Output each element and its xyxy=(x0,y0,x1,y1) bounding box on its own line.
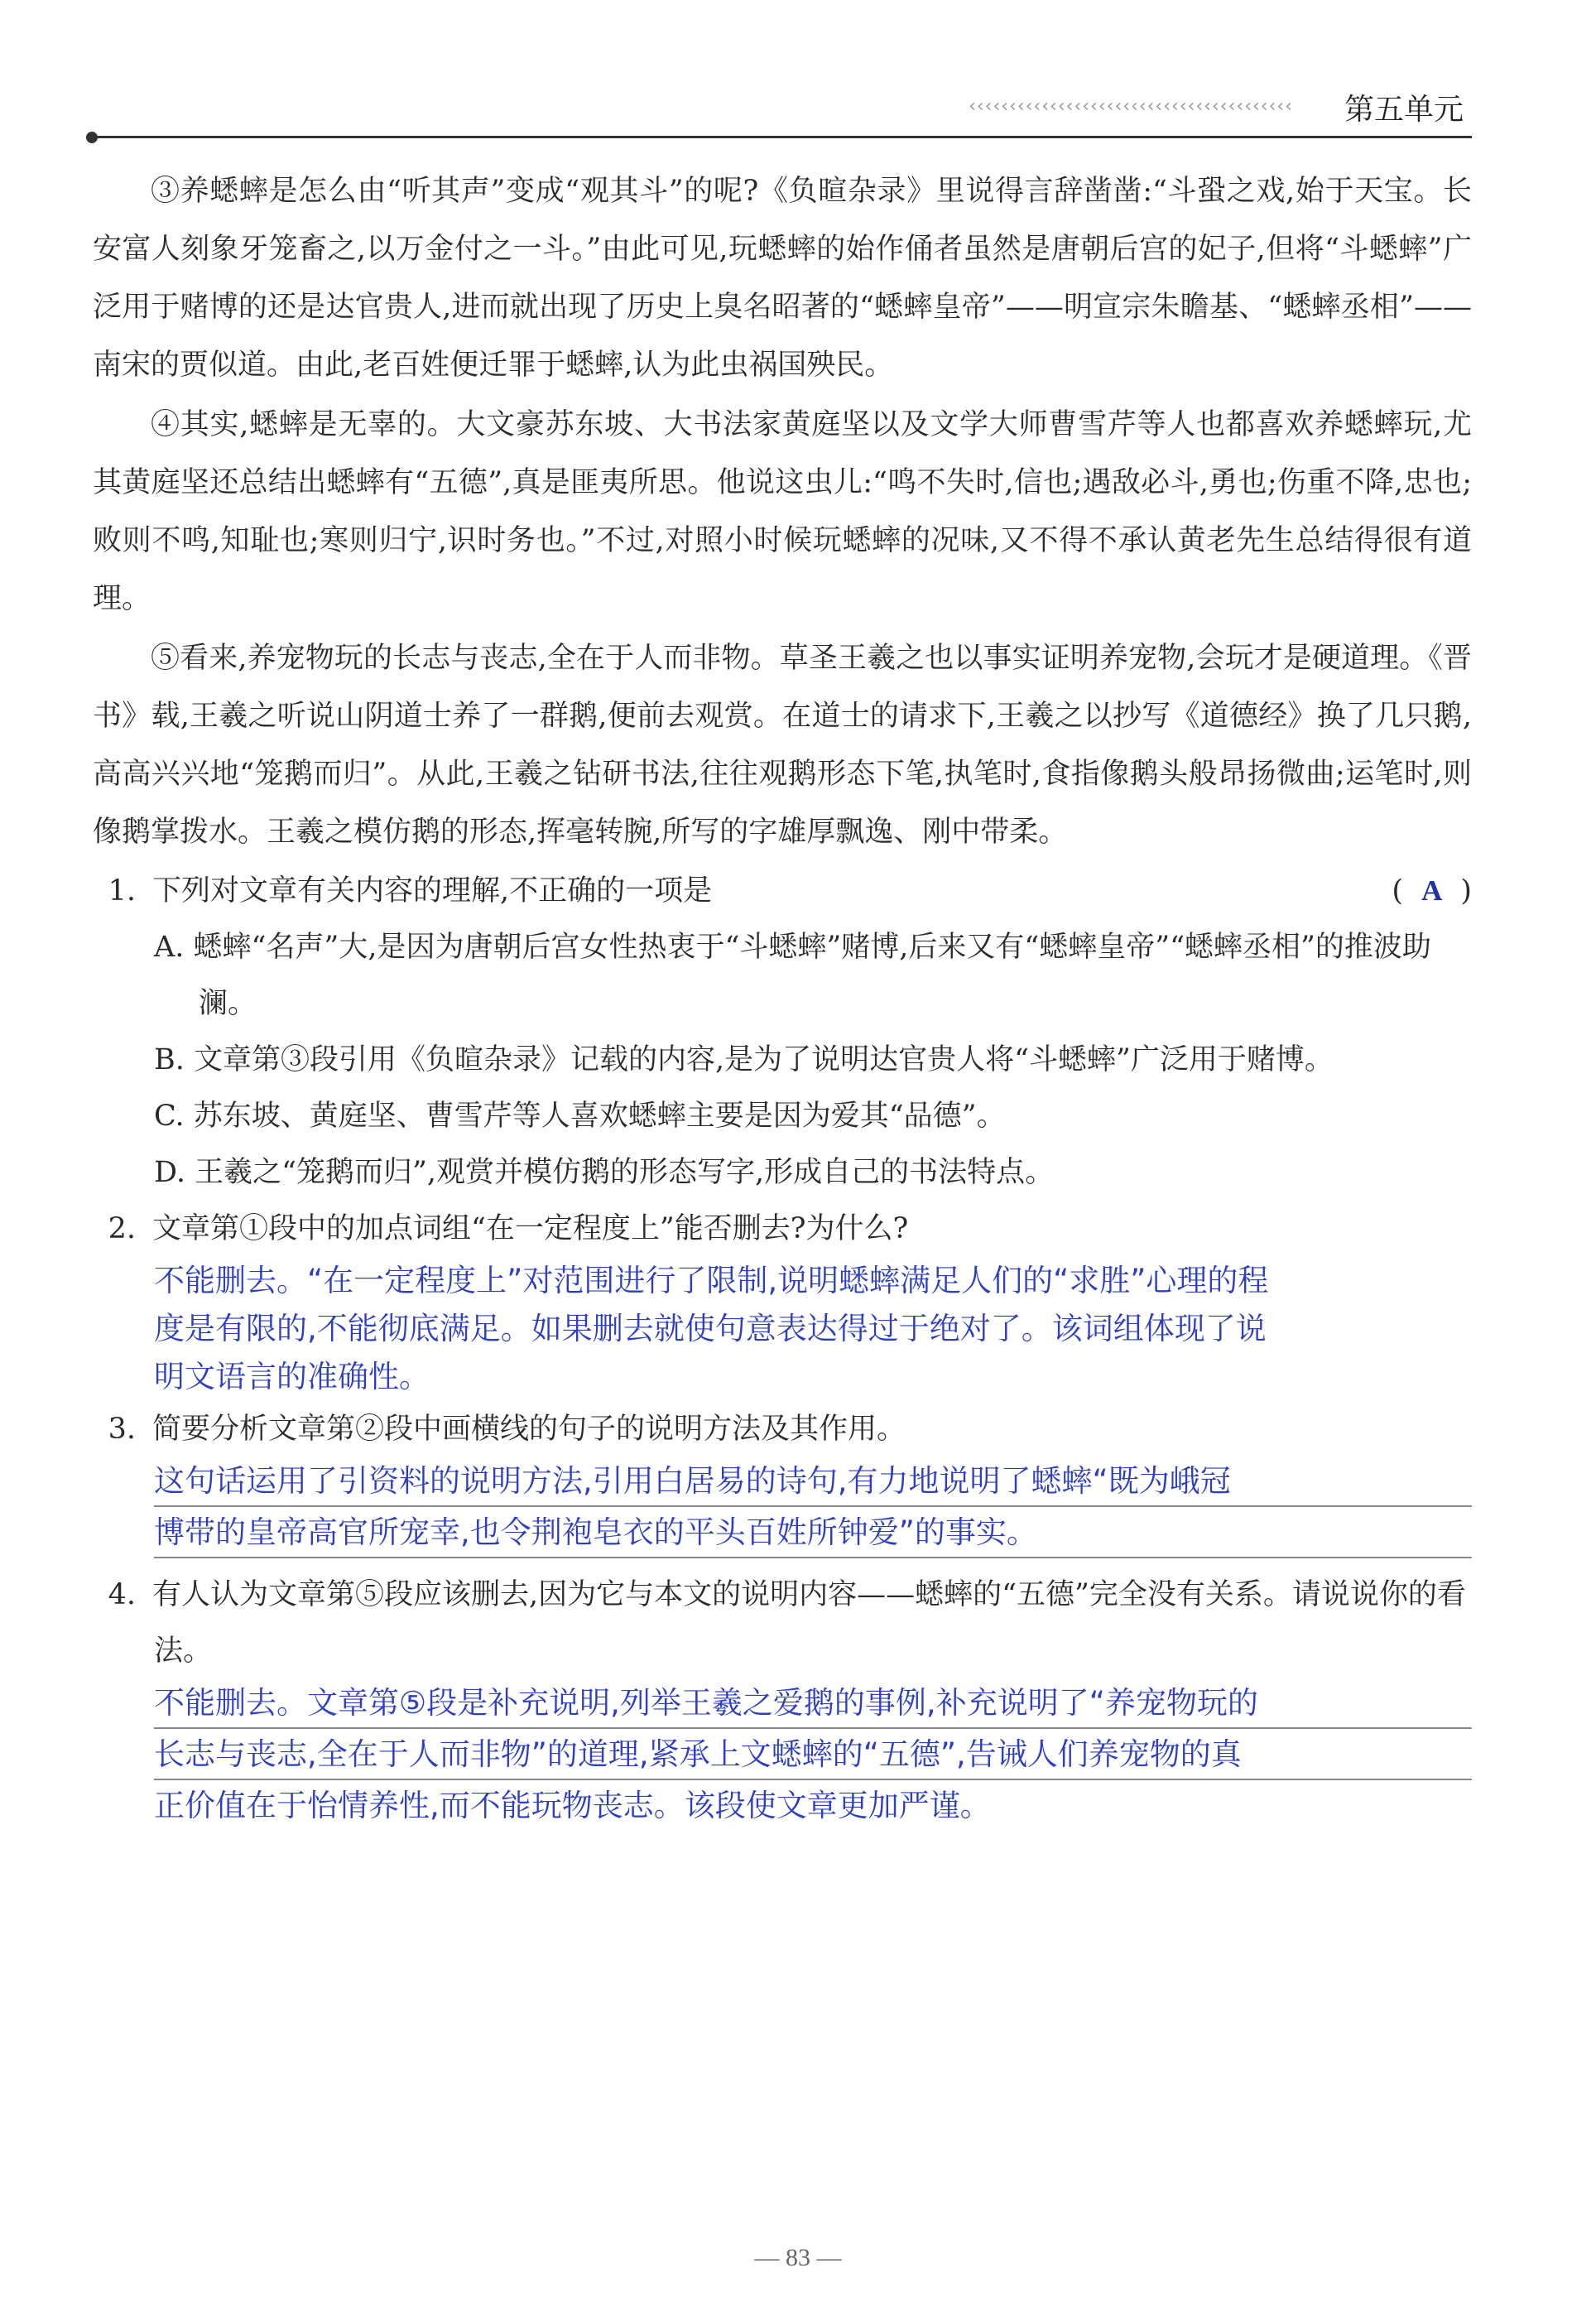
answer-3 xyxy=(154,1457,1472,1558)
question-number: 1. xyxy=(108,874,136,908)
question-1 xyxy=(93,863,1472,919)
answer-bracket: ( A ) xyxy=(1392,874,1472,908)
answer-line: 不能删去。文章第⑤段是补充说明,列举王羲之爱鹅的事例,补充说明了“养宠物玩的 xyxy=(154,1679,1472,1729)
question-2 xyxy=(93,1201,1472,1257)
option-b: B. 文章第③段引用《负暄杂录》记载的内容,是为了说明达官贵人将“斗蟋蟀”广泛用于赌博。 xyxy=(154,1043,1334,1076)
question-4 xyxy=(93,1567,1472,1679)
header-decoration: ‹‹‹‹‹‹‹‹‹‹‹‹‹‹‹‹‹‹‹‹‹‹‹‹‹‹‹‹‹‹‹‹‹‹‹‹‹‹‹‹ xyxy=(969,96,1293,117)
answer-2 xyxy=(154,1257,1472,1401)
answer-line: 正价值在于怡情养性,而不能玩物丧志。该段使文章更加严谨。 xyxy=(154,1788,991,1823)
question-text: 下列对文章有关内容的理解,不正确的一项是 xyxy=(152,874,713,908)
question-number: 3. xyxy=(108,1413,136,1446)
option-d: D. 王羲之“笼鹅而归”,观赏并模仿鹅的形态写字,形成自己的书法特点。 xyxy=(154,1156,1055,1189)
answer-line: 博带的皇帝高官所宠幸,也令荆袍皂衣的平头百姓所钟爱”的事实。 xyxy=(154,1509,1472,1558)
answer-line: 度是有限的,不能彻底满足。如果删去就使句意表达得过于绝对了。该词组体现了说 xyxy=(154,1311,1267,1346)
paragraph-3: ③养蟋蟀是怎么由“听其声”变成“观其斗”的呢?《负暄杂录》里说得言辞凿凿:“斗蛩之戏,始于天宝。长安富人刻象牙笼畜之,以万金付之一斗。”由此可见,玩蟋蟀的始作俑者虽然是唐朝后宫的妃子,但将“斗蟋蟀”广泛用于赌博的还是达官贵人,进而就出现了历史上臭名昭著的“蟋蟀皇帝”——明宣宗朱瞻基、“蟋蟀丞相”——南宋的贾似道。由此,老百姓便迁罪于蟋蟀,认为此虫祸国殃民。 xyxy=(93,175,1472,382)
answer-line: 长志与丧志,全在于人而非物”的道理,紧承上文蟋蟀的“五德”,告诫人们养宠物的真 xyxy=(154,1731,1472,1780)
option-c: C. 苏东坡、黄庭坚、曹雪芹等人喜欢蟋蟀主要是因为爱其“品德”。 xyxy=(154,1100,1006,1133)
answer-4 xyxy=(154,1679,1472,1830)
question-text: 有人认为文章第⑤段应该删去,因为它与本文的说明内容——蟋蟀的“五德”完全没有关系。请说说你的看法。 xyxy=(152,1578,1466,1668)
answer-line: 明文语言的准确性。 xyxy=(154,1359,430,1394)
answer-line: 不能删去。“在一定程度上”对范围进行了限制,说明蟋蟀满足人们的“求胜”心理的程 xyxy=(154,1263,1269,1298)
question-3 xyxy=(93,1401,1472,1457)
question-number: 2. xyxy=(108,1212,136,1245)
page-content xyxy=(93,162,1472,1830)
handwritten-answer: A xyxy=(1421,874,1443,907)
unit-title: 第五单元 xyxy=(1344,93,1464,127)
page-number: — 83 — xyxy=(754,2244,842,2271)
question-text: 简要分析文章第②段中画横线的句子的说明方法及其作用。 xyxy=(152,1413,906,1446)
answer-line: 这句话运用了引资料的说明方法,引用白居易的诗句,有力地说明了蟋蟀“既为峨冠 xyxy=(154,1457,1472,1507)
page-header xyxy=(93,79,1467,139)
paragraph-4: ④其实,蟋蟀是无辜的。大文豪苏东坡、大书法家黄庭坚以及文学大师曹雪芹等人也都喜欢养蟋蟀玩,尤其黄庭坚还总结出蟋蟀有“五德”,真是匪夷所思。他说这虫儿:“鸣不失时,信也;遇敌必斗,勇也;伤重不降,忠也;败则不鸣,知耻也;寒则归宁,识时务也。”不过,对照小时候玩蟋蟀的况味,又不得不承认黄老先生总结得很有道理。 xyxy=(93,408,1472,615)
question-text: 文章第①段中的加点词组“在一定程度上”能否删去?为什么? xyxy=(152,1212,909,1245)
header-rule xyxy=(93,136,1472,138)
paragraph-5: ⑤看来,养宠物玩的长志与丧志,全在于人而非物。草圣王羲之也以事实证明养宠物,会玩才是硬道理。《晋书》载,王羲之听说山阴道士养了一群鹅,便前去观赏。在道士的请求下,王羲之以抄写《道德经》换了几只鹅,高高兴兴地“笼鹅而归”。从此,王羲之钻研书法,往往观鹅形态下笔,执笔时,食指像鹅头般昂扬微曲;运笔时,则像鹅掌拨水。王羲之模仿鹅的形态,挥毫转腕,所写的字雄厚飘逸、刚中带柔。 xyxy=(93,642,1472,849)
question-number: 4. xyxy=(108,1578,136,1611)
option-a: A. 蟋蟀“名声”大,是因为唐朝后宫女性热衷于“斗蟋蟀”赌博,后来又有“蟋蟀皇帝”“蟋蟀丞相”的推波助澜。 xyxy=(154,931,1431,1020)
